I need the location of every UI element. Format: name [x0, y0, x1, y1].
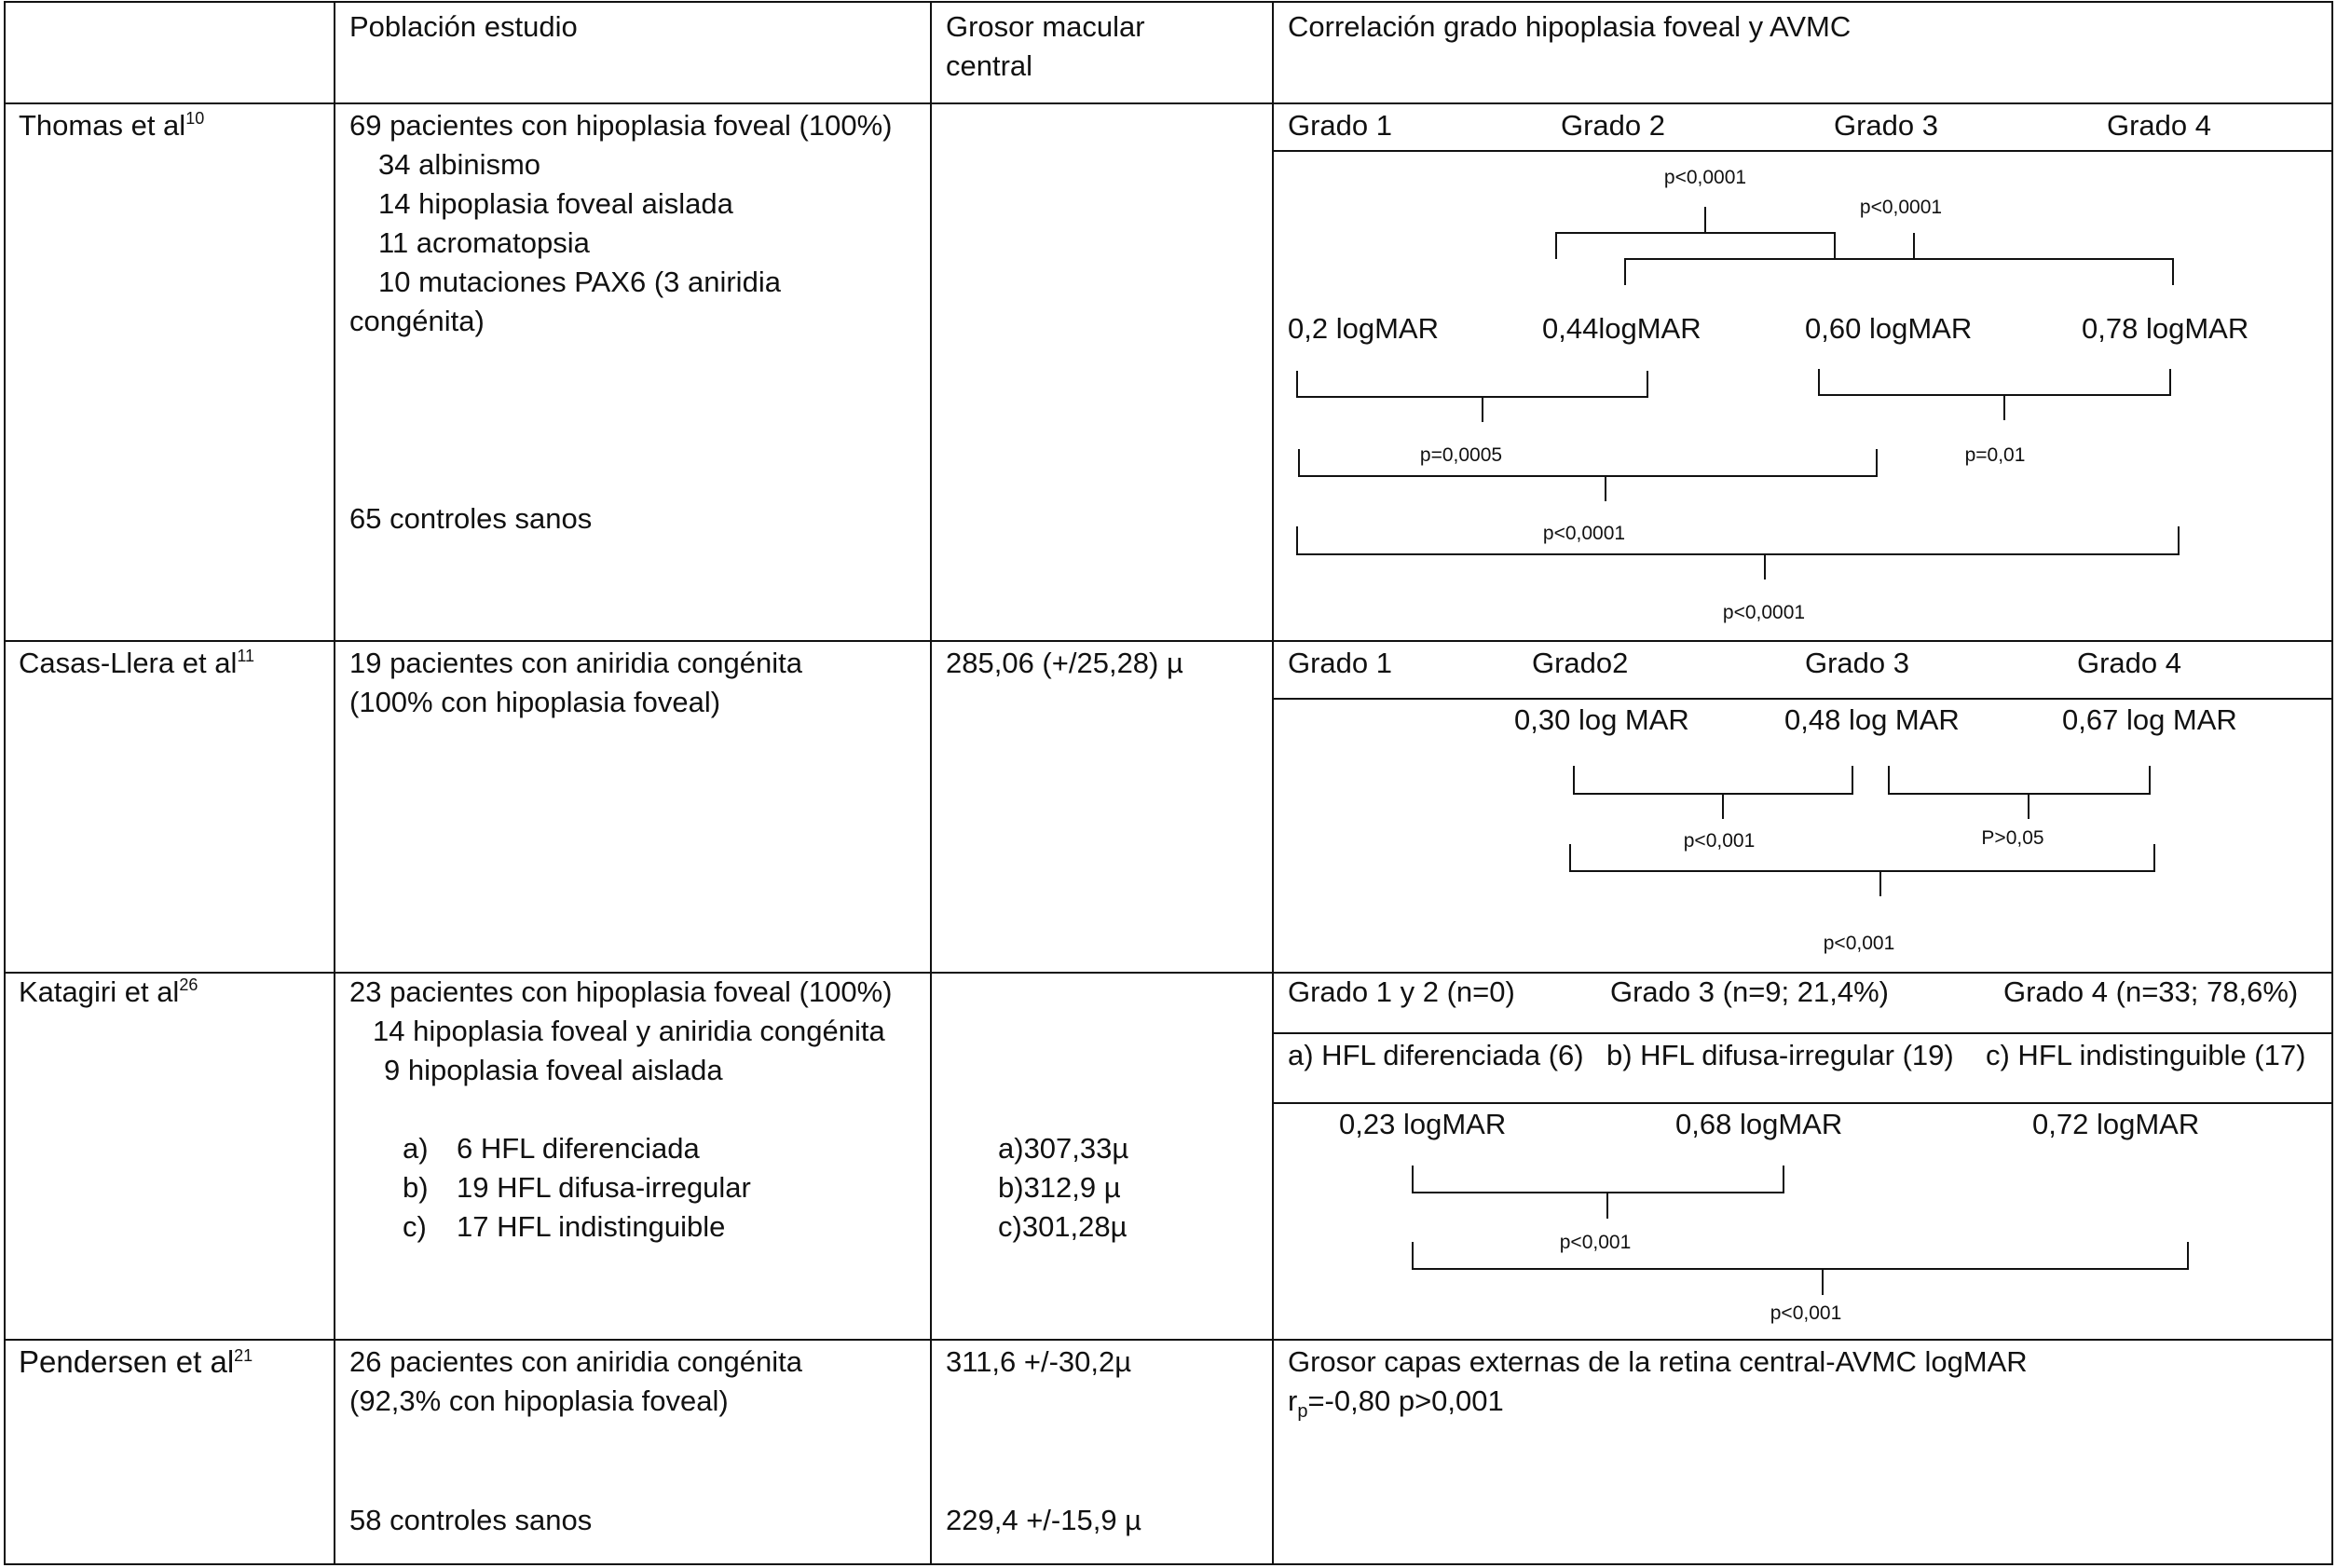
katagiri-bracket-b-stem [1822, 1268, 1824, 1295]
pendersen-pop-line2: (92,3% con hipoplasia foveal) [349, 1384, 729, 1417]
casas-value-4: 0,67 log MAR [2062, 703, 2237, 736]
katagiri-value-c: 0,72 logMAR [2032, 1108, 2200, 1140]
katagiri-ref: 26 [179, 975, 198, 994]
pendersen-correlation [1288, 1343, 2028, 1431]
thomas-bracket-e-right [1876, 449, 1878, 476]
casas-ref: 11 [237, 647, 255, 665]
thomas-p-g1-g4: p<0,0001 [1542, 523, 1626, 544]
thomas-bracket-e-stem [1605, 475, 1606, 501]
katagiri-pop-sub2: 9 hipoplasia foveal aislada [384, 1054, 723, 1086]
casas-value-2: 0,30 log MAR [1514, 703, 1689, 736]
thomas-bracket-a-stem [1704, 207, 1706, 233]
thomas-grade-1: Grado 1 [1288, 109, 1393, 142]
casas-bracket-b-right [2149, 766, 2151, 794]
row-divider-katagiri [4, 1339, 2333, 1341]
row-divider-thomas [4, 640, 2333, 642]
pendersen-population [349, 1343, 802, 1421]
header-thickness-line1: Grosor macular [946, 10, 1145, 43]
thomas-bracket-d-bar [1818, 394, 2171, 396]
katagiri-p-a-b: p<0,001 [1559, 1232, 1632, 1253]
casas-grade-divider [1273, 698, 2332, 700]
thomas-bracket-d-right [2169, 369, 2171, 395]
casas-pop-line2: (100% con hipoplasia foveal) [349, 686, 721, 718]
thomas-bracket-b-bar [1624, 258, 2174, 260]
thomas-pop-pax6: 10 mutaciones PAX6 (3 aniridia [378, 266, 781, 298]
list-text: 6 HFL diferenciada [457, 1132, 700, 1165]
thomas-value-2: 0,44logMAR [1542, 312, 1702, 345]
thomas-bracket-d-stem [2003, 394, 2005, 420]
list-marker: c) [403, 1210, 427, 1243]
casas-bracket-a-right [1852, 766, 1853, 794]
casas-bracket-c-right [2153, 844, 2155, 871]
thomas-author-name: Thomas et al [19, 109, 186, 142]
pendersen-corr-line1: Grosor capas externas de la retina central-AVMC logMAR [1288, 1345, 2028, 1378]
col-divider-1 [334, 1, 335, 1565]
casas-bracket-b-left [1888, 766, 1890, 794]
casas-grade-3: Grado 3 [1805, 647, 1910, 679]
katagiri-hfl-list [403, 1129, 751, 1247]
table-border-right [2331, 1, 2333, 1565]
katagiri-pop-sub1: 14 hipoplasia foveal y aniridia congénita [373, 1015, 885, 1047]
list-marker: b) [403, 1171, 429, 1204]
katagiri-grade-12: Grado 1 y 2 (n=0) [1288, 975, 1515, 1008]
pendersen-corr-line2 [1288, 1382, 2028, 1431]
casas-grade-4: Grado 4 [2077, 647, 2182, 679]
thomas-p-g1-g2: p<0,0001 [1722, 602, 1806, 623]
casas-grade-2: Grado2 [1532, 647, 1629, 679]
thomas-bracket-f-stem [1764, 553, 1766, 579]
casas-author-name: Casas-Llera et al [19, 647, 238, 679]
thomas-bracket-f-bar [1296, 553, 2180, 555]
thomas-bracket-c-bar [1296, 396, 1648, 398]
thomas-bracket-c-right [1647, 371, 1648, 397]
thomas-bracket-a-right [1834, 232, 1836, 259]
katagiri-bracket-b-left [1412, 1242, 1414, 1269]
katagiri-list-item [403, 1207, 751, 1247]
casas-bracket-b-bar [1888, 793, 2151, 795]
casas-bracket-a-bar [1573, 793, 1853, 795]
pendersen-controls: 58 controles sanos [349, 1504, 593, 1536]
thomas-grade-2: Grado 2 [1561, 109, 1666, 142]
katagiri-thickness-a: a)307,33µ [998, 1132, 1129, 1165]
thomas-bracket-c-left [1296, 371, 1298, 397]
katagiri-hfl-c: c) HFL indistinguible (17) [1986, 1039, 2306, 1071]
thomas-bracket-f-right [2178, 526, 2180, 554]
pendersen-r-value: =-0,80 p>0,001 [1307, 1384, 1504, 1417]
thomas-grade-3: Grado 3 [1834, 109, 1939, 142]
katagiri-hfl-b: b) HFL difusa-irregular (19) [1606, 1039, 1954, 1071]
katagiri-thickness-b: b)312,9 µ [998, 1171, 1121, 1204]
col-divider-3 [1272, 1, 1274, 1565]
table-border-left [4, 1, 6, 1565]
thomas-population [349, 106, 893, 341]
thomas-bracket-a-left [1555, 232, 1557, 259]
casas-author [19, 644, 254, 683]
katagiri-author [19, 973, 198, 1012]
thomas-p-g2-g4: p<0,0001 [1859, 197, 1943, 218]
casas-bracket-b-stem [2028, 793, 2030, 819]
katagiri-hfl-divider [1273, 1102, 2332, 1104]
pendersen-author [19, 1343, 253, 1382]
katagiri-value-b: 0,68 logMAR [1675, 1108, 1843, 1140]
header-thickness-line2: central [946, 49, 1033, 82]
thomas-grade-4: Grado 4 [2107, 109, 2212, 142]
thomas-bracket-b-stem [1913, 233, 1915, 259]
thomas-pop-pax6-cont: congénita) [349, 305, 485, 337]
pendersen-r-sub: p [1297, 1401, 1308, 1423]
thomas-pop-hipoplasia: 14 hipoplasia foveal aislada [378, 187, 733, 220]
table-border-top [4, 1, 2333, 3]
katagiri-thickness [998, 1129, 1128, 1247]
casas-bracket-c-left [1569, 844, 1571, 871]
casas-bracket-a-stem [1722, 793, 1724, 819]
pendersen-thickness-patients: 311,6 +/-30,2µ [946, 1345, 1132, 1378]
katagiri-bracket-a-right [1783, 1166, 1784, 1193]
katagiri-grade-3: Grado 3 (n=9; 21,4%) [1610, 975, 1889, 1008]
casas-population [349, 644, 802, 722]
header-thickness [946, 7, 1145, 86]
katagiri-grade-divider [1273, 1032, 2332, 1034]
casas-p-g2-g3: p<0,001 [1683, 830, 1756, 852]
casas-bracket-a-left [1573, 766, 1575, 794]
thomas-value-1: 0,2 logMAR [1288, 312, 1439, 345]
header-population: Población estudio [349, 10, 578, 43]
pendersen-author-name: Pendersen et al [19, 1344, 235, 1379]
thomas-bracket-f-left [1296, 526, 1298, 554]
katagiri-grade-4: Grado 4 (n=33; 78,6%) [2003, 975, 2299, 1008]
casas-thickness: 285,06 (+/25,28) µ [946, 647, 1183, 679]
katagiri-list-item [403, 1129, 751, 1168]
pendersen-pop-line1: 26 pacientes con aniridia congénita [349, 1345, 803, 1378]
row-divider-header [4, 102, 2333, 104]
thomas-pop-total: 69 pacientes con hipoplasia foveal (100%) [349, 109, 893, 142]
casas-p-g2-g4: p<0,001 [1823, 933, 1895, 954]
casas-grade-1: Grado 1 [1288, 647, 1393, 679]
pendersen-r-symbol: r [1288, 1384, 1298, 1417]
list-text: 19 HFL difusa-irregular [457, 1171, 751, 1204]
katagiri-bracket-a-bar [1412, 1192, 1784, 1193]
thomas-bracket-a-bar [1555, 232, 1836, 234]
pendersen-ref: 21 [234, 1346, 253, 1365]
katagiri-bracket-a-stem [1606, 1192, 1608, 1219]
katagiri-list-item [403, 1168, 751, 1207]
thomas-bracket-e-left [1298, 449, 1300, 476]
katagiri-author-name: Katagiri et al [19, 975, 180, 1008]
header-correlation: Correlación grado hipoplasia foveal y AVMC [1288, 10, 1852, 43]
thomas-p-g3-g4: p=0,01 [1964, 444, 2026, 466]
thomas-pop-acromatopsia: 11 acromatopsia [378, 226, 590, 259]
col-divider-2 [930, 1, 932, 1565]
thomas-grade-divider [1273, 150, 2332, 152]
katagiri-population [349, 973, 893, 1090]
list-marker: a) [403, 1132, 429, 1165]
thomas-p-g2-g3: p<0,0001 [1663, 167, 1747, 188]
katagiri-bracket-a-left [1412, 1166, 1414, 1193]
katagiri-value-a: 0,23 logMAR [1339, 1108, 1507, 1140]
thomas-p-g1-g3: p=0,0005 [1419, 444, 1503, 466]
thomas-author [19, 106, 204, 145]
thomas-ref: 10 [185, 109, 205, 128]
table-border-bottom [4, 1563, 2333, 1565]
katagiri-bracket-b-bar [1412, 1268, 2189, 1270]
katagiri-p-a-c: p<0,001 [1770, 1302, 1842, 1324]
casas-pop-line1: 19 pacientes con aniridia congénita [349, 647, 803, 679]
thomas-pop-albinismo: 34 albinismo [378, 148, 541, 181]
casas-bracket-c-bar [1569, 870, 2155, 872]
katagiri-hfl-a: a) HFL diferenciada (6) [1288, 1039, 1584, 1071]
thomas-bracket-e-bar [1298, 475, 1878, 477]
casas-p-g3-g4: P>0,05 [1981, 827, 2044, 849]
katagiri-thickness-c: c)301,28µ [998, 1210, 1128, 1243]
thomas-bracket-b-left [1624, 258, 1626, 285]
thomas-bracket-b-right [2172, 258, 2174, 285]
thomas-value-3: 0,60 logMAR [1805, 312, 1973, 345]
list-text: 17 HFL indistinguible [457, 1210, 726, 1243]
thomas-controls: 65 controles sanos [349, 502, 593, 535]
katagiri-pop-total: 23 pacientes con hipoplasia foveal (100%) [349, 975, 893, 1008]
katagiri-bracket-b-right [2187, 1242, 2189, 1269]
casas-bracket-c-stem [1879, 870, 1881, 896]
thomas-bracket-c-stem [1482, 396, 1483, 422]
pendersen-thickness-controls: 229,4 +/-15,9 µ [946, 1504, 1142, 1536]
thomas-bracket-d-left [1818, 369, 1820, 395]
thomas-value-4: 0,78 logMAR [2082, 312, 2249, 345]
casas-value-3: 0,48 log MAR [1784, 703, 1960, 736]
